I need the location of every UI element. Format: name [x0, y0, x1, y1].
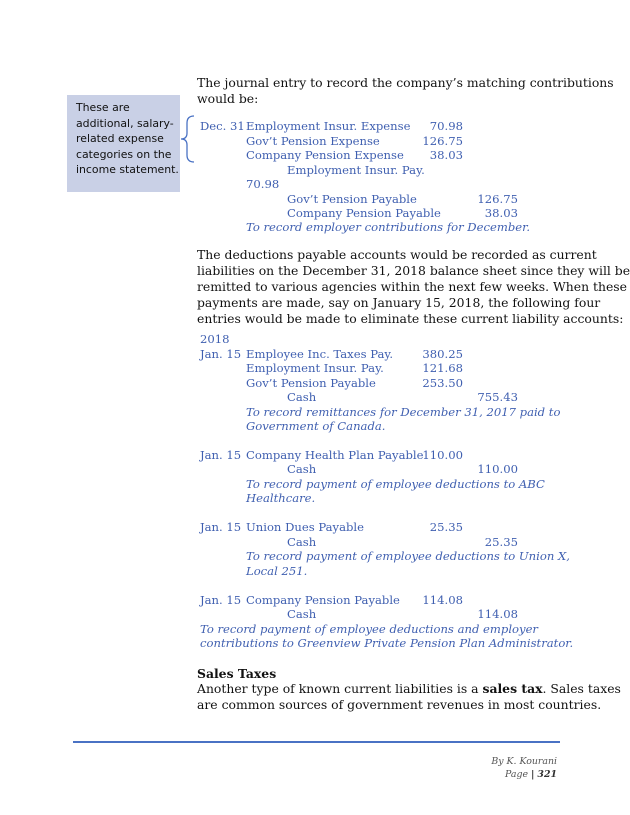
debit-amount: 110.00 — [422, 448, 463, 462]
credit-account: Employment Insur. Pay. — [287, 163, 425, 177]
debit-amount: 38.03 — [429, 148, 463, 162]
sales-taxes-text: Another type of known current liabilities is a — [197, 681, 483, 696]
credit-account: Cash — [287, 607, 317, 621]
debit-amount: 380.25 — [422, 347, 463, 361]
debit-amount: 70.98 — [429, 119, 463, 133]
credit-amount: 755.43 — [477, 390, 518, 404]
sidebar-note-line: These are — [76, 101, 130, 114]
credit-amount: 38.03 — [484, 206, 518, 220]
sales-taxes-line: are common sources of government revenues in most countries. — [197, 697, 602, 712]
debit-amount: 114.08 — [422, 593, 463, 607]
paragraph-line: liabilities on the December 31, 2018 balance sheet since they will be — [197, 263, 630, 278]
journal-account: Employment Insur. Expense — [246, 119, 411, 133]
footer-rule — [73, 741, 560, 743]
entry-memo: Local 251. — [246, 564, 308, 578]
debit-amount: 126.75 — [422, 134, 463, 148]
paragraph-line: The deductions payable accounts would be recorded as current — [197, 247, 597, 262]
credit-amount: 25.35 — [484, 535, 518, 549]
entry-memo: To record payment of employee deductions and employer — [200, 622, 538, 636]
journal-account: Company Health Plan Payable — [246, 448, 424, 462]
credit-account: Company Pension Payable — [287, 206, 441, 220]
credit-account: Cash — [287, 462, 317, 476]
entry-memo: Government of Canada. — [246, 419, 386, 433]
intro-line: The journal entry to record the company’s matching contributions — [197, 75, 614, 90]
brace-connector — [180, 115, 196, 163]
entry-memo: To record remittances for December 31, 2017 paid to — [246, 405, 561, 419]
page-separator: | — [531, 769, 535, 780]
journal-account: Employment Insur. Pay. — [246, 361, 384, 375]
footer-page — [505, 769, 557, 780]
entry-memo: To record payment of employee deductions to Union X, — [246, 549, 570, 563]
paragraph-line: remitted to various agencies within the next few weeks. When these — [197, 279, 627, 294]
debit-amount: 25.35 — [429, 520, 463, 534]
sidebar-note — [67, 95, 180, 192]
entry-date: Dec. 31 — [200, 119, 245, 133]
entry-year: 2018 — [200, 332, 230, 346]
debit-amount: 121.68 — [422, 361, 463, 375]
journal-account: Gov’t Pension Expense — [246, 134, 380, 148]
entry-date: Jan. 15 — [200, 520, 242, 534]
credit-account: Gov’t Pension Payable — [287, 192, 417, 206]
entry-memo: To record employer contributions for December. — [246, 220, 531, 234]
credit-amount: 114.08 — [477, 607, 518, 621]
credit-amount: 110.00 — [477, 462, 518, 476]
page-label: Page — [505, 769, 529, 780]
intro-paragraph — [197, 75, 614, 107]
credit-amount: 70.98 — [246, 177, 280, 191]
entry-memo: To record payment of employee deductions to ABC — [246, 477, 545, 491]
credit-amount: 126.75 — [477, 192, 518, 206]
sidebar-note-line: income statement. — [76, 163, 179, 176]
deductions-paragraph — [197, 247, 630, 327]
debit-amount: 253.50 — [422, 376, 463, 390]
credit-account: Cash — [287, 390, 317, 404]
journal-account: Union Dues Payable — [246, 520, 364, 534]
sidebar-note-line: related expense — [76, 132, 164, 145]
journal-account: Gov’t Pension Payable — [246, 376, 376, 390]
entry-date: Jan. 15 — [200, 593, 242, 607]
entry-date: Jan. 15 — [200, 448, 242, 462]
entry-date: Jan. 15 — [200, 347, 242, 361]
journal-account: Company Pension Payable — [246, 593, 400, 607]
section-heading: Sales Taxes — [197, 666, 277, 681]
sales-taxes-line — [197, 681, 621, 697]
entry-memo: Healthcare. — [246, 491, 316, 505]
paragraph-line: entries would be made to eliminate these current liability accounts: — [197, 311, 624, 326]
sales-taxes-text: . Sales taxes — [542, 681, 621, 696]
intro-line: would be: — [197, 91, 259, 106]
journal-account: Employee Inc. Taxes Pay. — [246, 347, 394, 361]
credit-account: Cash — [287, 535, 317, 549]
sidebar-note-line: additional, salary- — [76, 116, 174, 130]
journal-account: Company Pension Expense — [246, 148, 404, 162]
sidebar-note-line: categories on the — [76, 147, 172, 161]
paragraph-line: payments are made, say on January 15, 2018, the following four — [197, 295, 601, 310]
page-number: 321 — [537, 769, 557, 780]
footer-author: By K. Kourani — [491, 756, 557, 767]
entry-memo: contributions to Greenview Private Pension Plan Administrator. — [200, 636, 574, 650]
sales-tax-term: sales tax — [482, 681, 543, 696]
